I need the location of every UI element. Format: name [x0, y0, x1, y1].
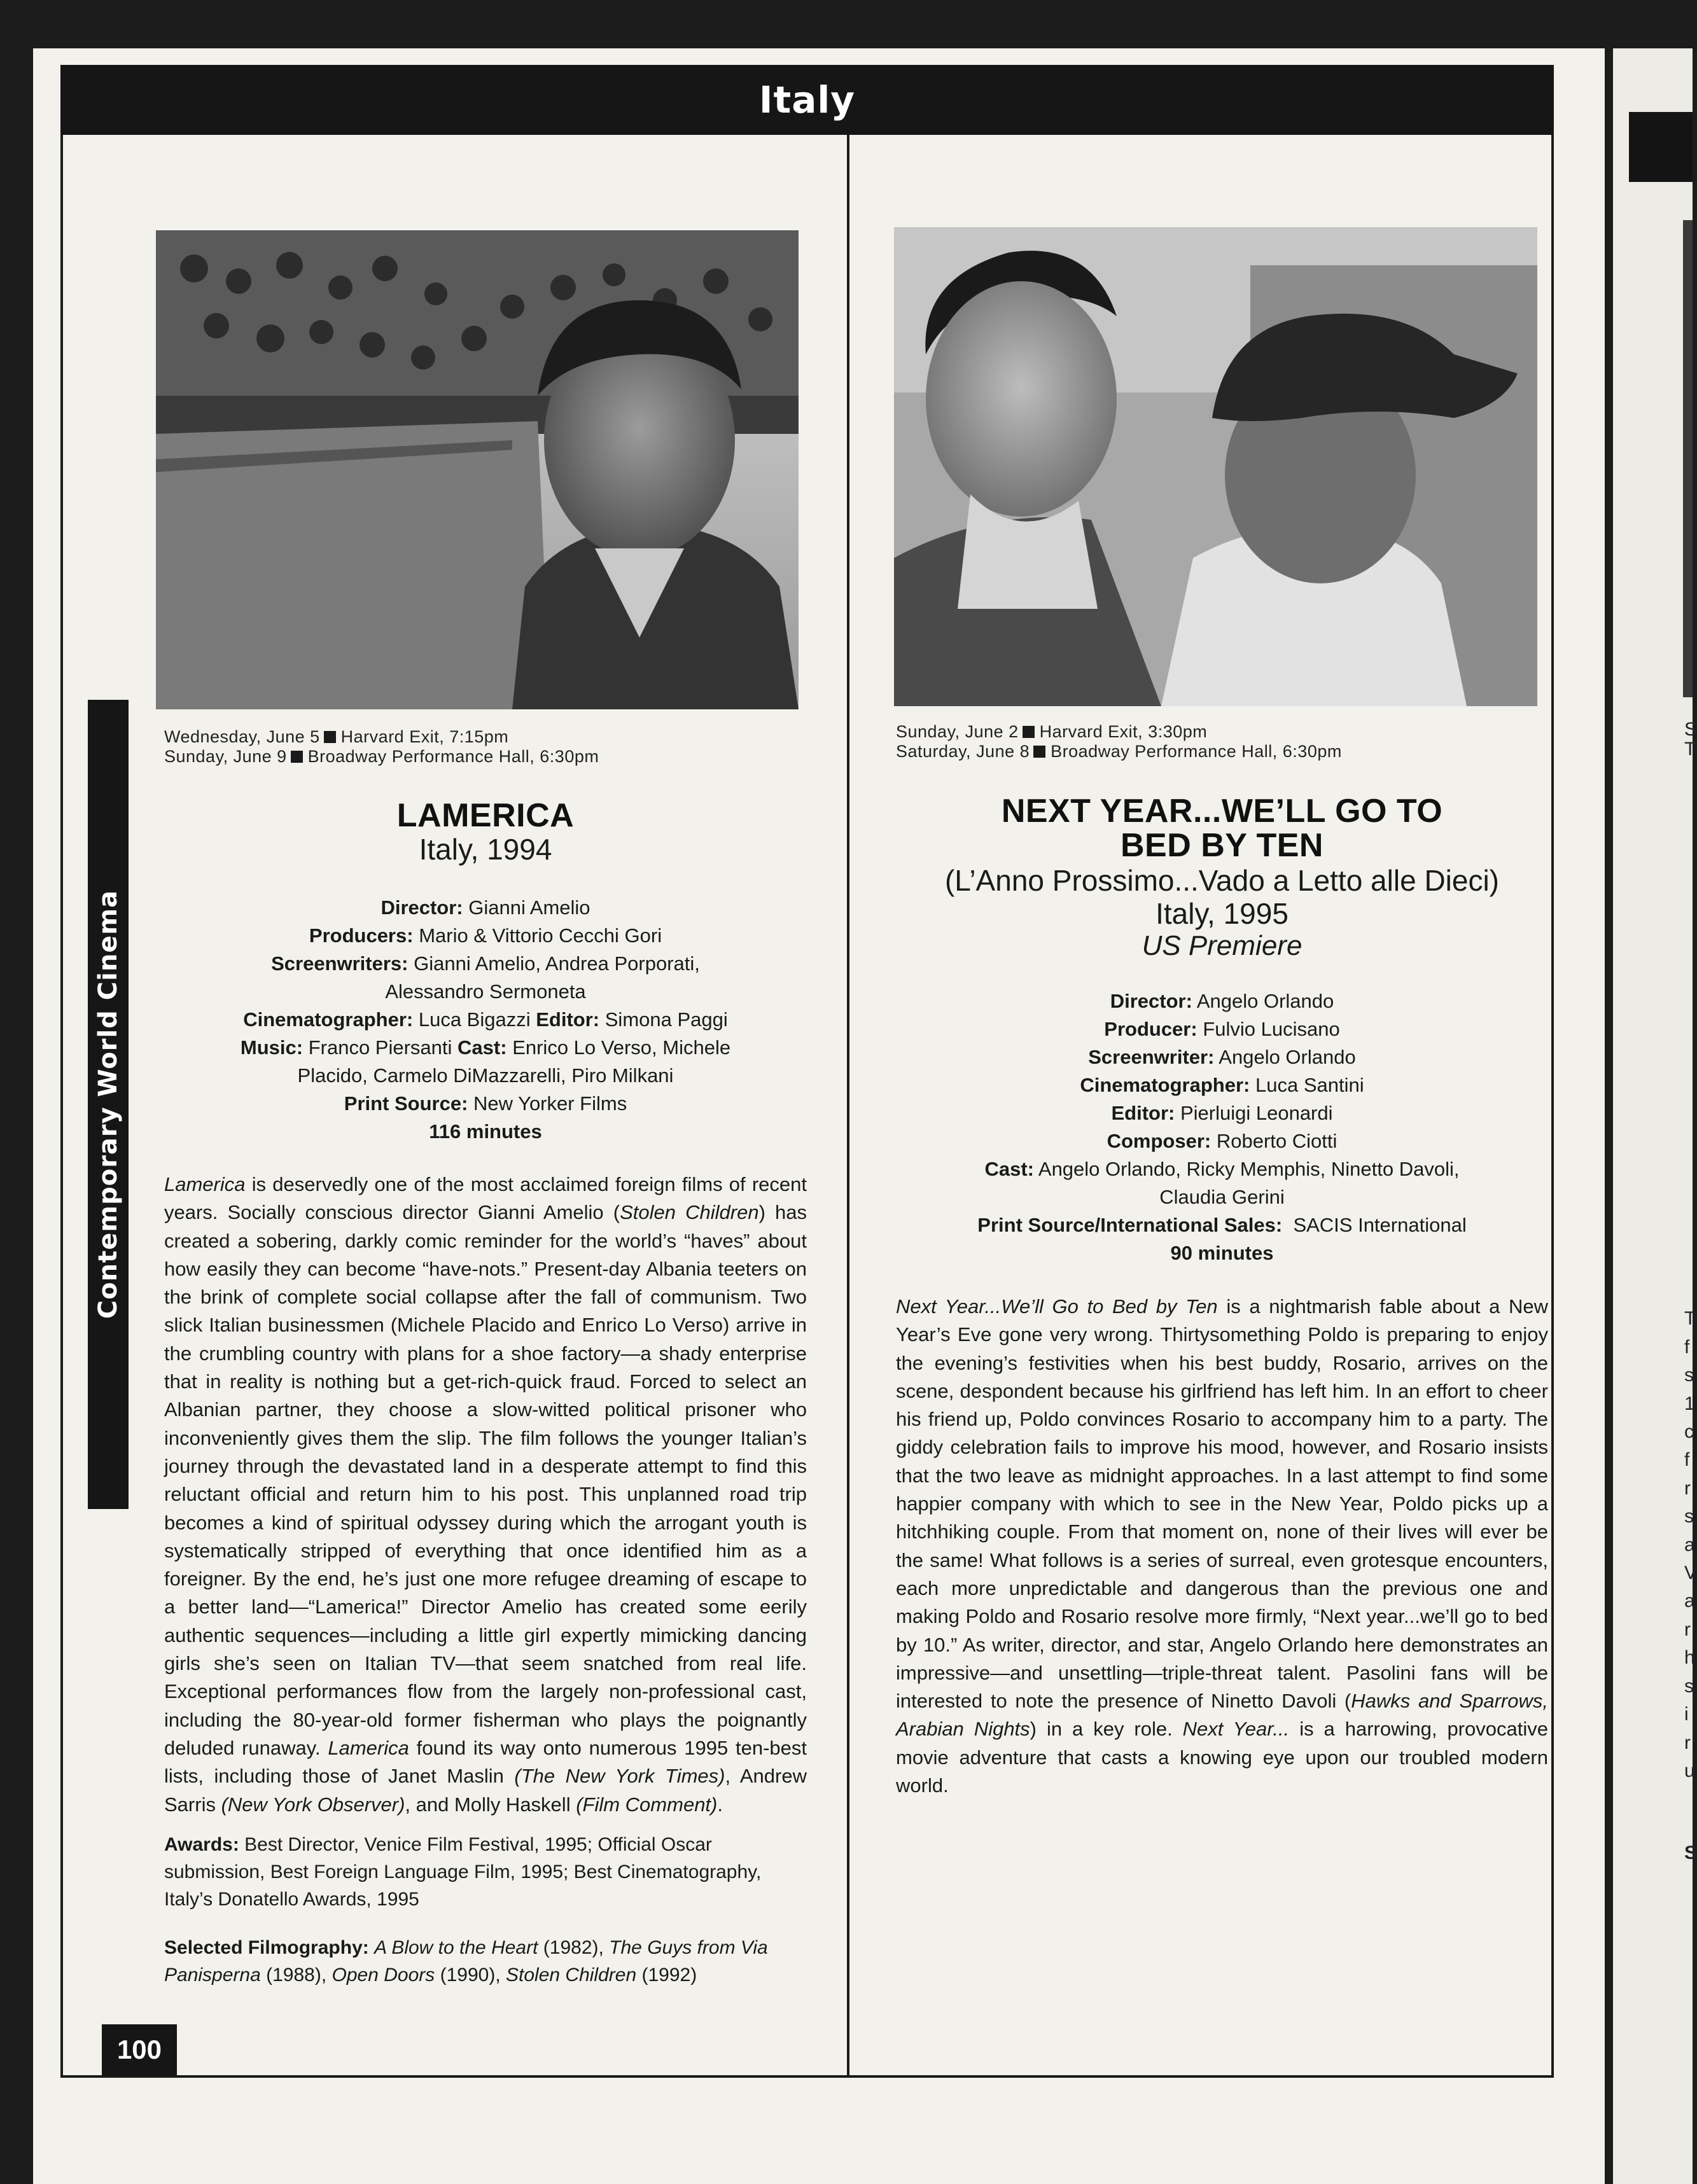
film-title-ref: Next Year...	[1182, 1718, 1290, 1741]
film-credits-right	[896, 987, 1548, 1267]
adjacent-fragment: a	[1684, 1590, 1695, 1611]
synopsis-text: ) in a key role.	[1030, 1718, 1183, 1741]
frame-rule-bottom	[60, 2075, 1554, 2078]
adjacent-fragment: s	[1684, 1506, 1694, 1527]
film-still-next-year	[894, 227, 1537, 706]
adjacent-fragment: f	[1684, 1449, 1690, 1470]
film-title-line: BED BY TEN	[1121, 827, 1323, 864]
side-tab-label: Contemporary World Cinema	[94, 889, 123, 1319]
synopsis-text: , Andrew Sarris	[164, 1765, 807, 1816]
credit-line	[896, 1099, 1548, 1127]
film-country-year: Italy, 1995	[1156, 897, 1288, 930]
adjacent-fragment: r	[1684, 1619, 1691, 1640]
credit-value: Mario & Vittorio Cecchi Gori	[419, 924, 662, 947]
screening-venue: Broadway Performance Hall, 6:30pm	[307, 747, 599, 766]
film-country-year: Italy, 1994	[419, 833, 552, 866]
synopsis-paragraph	[896, 1293, 1548, 1800]
adjacent-fragment: h	[1684, 1647, 1695, 1668]
frame-rule-right	[1551, 135, 1554, 2075]
adjacent-fragment: T	[1684, 1308, 1696, 1329]
film-title-ref: Stolen Children	[620, 1201, 759, 1224]
adjacent-fragment: u	[1684, 1760, 1695, 1781]
credit-line	[896, 1155, 1548, 1183]
credit-label: Cast:	[984, 1158, 1034, 1180]
screening-day: Saturday, June 8	[896, 742, 1030, 761]
credit-line	[164, 1006, 807, 1034]
awards-text	[164, 1831, 807, 1913]
frame-rule-left	[60, 135, 63, 2075]
credit-value: Luca Bigazzi	[418, 1008, 531, 1031]
square-bullet-icon	[324, 731, 336, 743]
adjacent-fragment: r	[1684, 1732, 1691, 1753]
publication-ref: (New York Observer)	[221, 1793, 405, 1816]
credit-line	[164, 950, 807, 978]
screening-row	[896, 722, 1548, 742]
section-header: Italy	[60, 65, 1554, 135]
credit-label: Music:	[240, 1036, 304, 1059]
credit-label: Cinematographer:	[1080, 1074, 1250, 1096]
awards-label: Awards:	[164, 1834, 239, 1855]
credit-value: Alessandro Sermoneta	[385, 980, 586, 1003]
synopsis-text: is a harrowing, provocative movie adventure that casts a knowing eye upon our troubled modern world.	[896, 1718, 1548, 1797]
credit-line	[896, 1183, 1548, 1211]
screening-day: Wednesday, June 5	[164, 727, 320, 746]
film-original-title: (L’Anno Prossimo...Vado a Letto alle Dieci)	[944, 864, 1500, 897]
film-heading-left	[164, 798, 807, 866]
credit-label: Cinematographer:	[243, 1008, 414, 1031]
credit-label: Director:	[1110, 990, 1192, 1012]
credit-line	[896, 1071, 1548, 1099]
film-title-ref: Lamerica	[328, 1736, 409, 1759]
credit-value: Placido, Carmelo DiMazzarelli, Piro Milkani	[297, 1064, 674, 1087]
film-title-ref: Next Year...We’ll Go to Bed by Ten	[896, 1295, 1218, 1318]
running-time: 116 minutes	[429, 1120, 542, 1143]
synopsis-text: , and Molly Haskell	[405, 1793, 576, 1816]
credit-label: Producers:	[309, 924, 414, 947]
credit-value: Claudia Gerini	[1159, 1186, 1285, 1208]
synopsis-text: is a nightmarish fable about a New Year’s Eve gone very wrong. Thirtysomething Poldo is preparing to enjoy the evening’s festivities when his best buddy, Rosario, arrives on the scene, despondent because his girlfriend has left him. In an effort to cheer his friend up, Poldo convinces Rosario to accompany him to a party. The giddy celebration fails to improve his mood, however, and Rosario insists that the two leave as midnight approaches. In a last attempt to find some happier company with which to see in the New Year, Poldo picks up a hitchhiking couple. From that moment on, none of their lives will ever be the same! What follows is a series of surreal, even grotesque encounters, each more unpredictable and dangerous than the previous one and making Poldo and Rosario resolve more firmly, “Next year...we’ll go to bed by 10.” As writer, director, and star, Angelo Orlando here demonstrates an impressive—and unsettling—triple-threat talent. Pasolini fans will be interested to note the presence of Ninetto Davoli (	[896, 1295, 1548, 1713]
credit-value: Angelo Orlando, Ricky Memphis, Ninetto Davoli,	[1038, 1158, 1460, 1180]
film-heading-right	[896, 794, 1548, 962]
square-bullet-icon	[1023, 726, 1035, 738]
running-time: 90 minutes	[1170, 1242, 1274, 1264]
credit-label: Print Source:	[344, 1092, 468, 1115]
screening-venue: Harvard Exit, 3:30pm	[1039, 722, 1208, 741]
film-year: (1992)	[636, 1965, 697, 1986]
film-title-ref: Lamerica	[164, 1173, 246, 1195]
screening-row	[164, 727, 807, 747]
credit-line	[896, 987, 1548, 1015]
synopsis-right	[896, 1293, 1548, 1800]
screening-row	[896, 742, 1548, 762]
film-year: (1982),	[538, 1937, 610, 1958]
credit-value: Angelo Orlando	[1196, 990, 1334, 1012]
adjacent-fragment: 1	[1684, 1393, 1695, 1414]
credit-value: SACIS International	[1293, 1214, 1467, 1236]
film-title: LAMERICA	[396, 797, 575, 834]
film-year: (1988),	[260, 1965, 332, 1986]
film-still-next-year-image	[894, 227, 1537, 706]
credit-line	[164, 978, 807, 1006]
credit-label: Producer:	[1104, 1018, 1198, 1040]
adjacent-fragment: s	[1684, 1676, 1694, 1697]
screening-day: Sunday, June 2	[896, 722, 1019, 741]
credit-label: Editor:	[1111, 1102, 1175, 1124]
credit-line	[164, 1090, 807, 1118]
screening-row	[164, 747, 807, 767]
credit-label: Screenwriters:	[271, 952, 409, 975]
adjacent-fragment: a	[1684, 1534, 1695, 1555]
credit-value: Franco Piersanti	[308, 1036, 452, 1059]
adjacent-fragment: s	[1684, 1365, 1694, 1386]
synopsis-left	[164, 1171, 807, 1819]
premiere-badge: US Premiere	[1142, 930, 1302, 961]
screening-times-right	[896, 722, 1548, 762]
adjacent-fragment: S	[1684, 719, 1697, 740]
credit-value: Fulvio Lucisano	[1203, 1018, 1340, 1040]
credit-value: Roberto Ciotti	[1216, 1130, 1337, 1152]
screening-venue: Broadway Performance Hall, 6:30pm	[1051, 742, 1342, 761]
credit-line	[164, 1062, 807, 1090]
film-title-ref: A Blow to the Heart	[374, 1937, 538, 1958]
credit-value: Gianni Amelio, Andrea Porporati,	[414, 952, 700, 975]
adjacent-fragment: V	[1684, 1562, 1697, 1583]
credit-label: Cast:	[457, 1036, 507, 1059]
adjacent-fragment: T	[1684, 739, 1696, 760]
publication-ref: (The New York Times)	[514, 1765, 725, 1788]
adjacent-fragment: c	[1684, 1421, 1694, 1442]
credit-label: Screenwriter:	[1088, 1046, 1215, 1068]
awards-value: Best Director, Venice Film Festival, 1995; Official Oscar submission, Best Foreign Language Film, 1995; Best Cinematography, Italy’s Donatello Awards, 1995	[164, 1834, 762, 1910]
credit-line	[164, 922, 807, 950]
credit-value: New Yorker Films	[473, 1092, 627, 1115]
synopsis-text: .	[717, 1793, 723, 1816]
publication-ref: (Film Comment)	[576, 1793, 718, 1816]
filmography-text	[164, 1934, 807, 1989]
credit-value: Simona Paggi	[604, 1008, 728, 1031]
column-divider	[847, 135, 849, 2075]
credit-label: Editor:	[536, 1008, 600, 1031]
film-title-line: NEXT YEAR...WE’LL GO TO	[1001, 793, 1443, 830]
credit-line	[896, 1211, 1548, 1239]
credit-label: Print Source/International Sales:	[977, 1214, 1283, 1236]
film-credits-left	[164, 894, 807, 1146]
film-year: (1990),	[435, 1965, 506, 1986]
film-title-ref: Stolen Children	[506, 1965, 637, 1986]
credit-label: Composer:	[1107, 1130, 1212, 1152]
screening-day: Sunday, June 9	[164, 747, 287, 766]
credit-line	[896, 1015, 1548, 1043]
adjacent-fragment: f	[1684, 1337, 1690, 1358]
adjacent-fragment: r	[1684, 1478, 1691, 1499]
adjacent-page-edge	[1613, 48, 1697, 2184]
credit-value: Luca Santini	[1255, 1074, 1364, 1096]
credit-line	[164, 894, 807, 922]
section-side-tab	[88, 700, 129, 1509]
film-title-ref: Hawks and Sparrows, Arabian Nights	[896, 1690, 1548, 1741]
adjacent-fragment: i	[1684, 1704, 1689, 1725]
film-still-lamerica-image	[156, 230, 799, 709]
credit-label: Director:	[381, 896, 463, 919]
page-number: 100	[102, 2024, 177, 2075]
adjacent-header-strip	[1629, 112, 1693, 182]
square-bullet-icon	[1033, 746, 1045, 758]
film-title-ref: The Guys from Via Panisperna	[164, 1937, 768, 1986]
synopsis-text: is deservedly one of the most acclaimed foreign films of recent years. Socially conscious director Gianni Amelio (	[164, 1173, 807, 1224]
synopsis-paragraph	[164, 1171, 807, 1819]
credit-line	[164, 1034, 807, 1062]
credit-line	[896, 1043, 1548, 1071]
adjacent-photo-strip	[1683, 220, 1693, 697]
film-still-lamerica	[156, 230, 799, 709]
credit-value: Enrico Lo Verso, Michele	[512, 1036, 731, 1059]
credit-line	[896, 1127, 1548, 1155]
square-bullet-icon	[291, 751, 303, 763]
film-title-ref: Open Doors	[332, 1965, 435, 1986]
credit-value: Pierluigi Leonardi	[1180, 1102, 1333, 1124]
synopsis-text: ) has created a sobering, darkly comic reminder for the world’s “haves” about how easily they can become “have-nots.” Present-day Albania teeters on the brink of complete social collapse after the fall of communism. Two slick Italian businessmen (Michele Placido and Enrico Lo Verso) arrive in the crumbling country with plans for a shoe factory—a shady enterprise that in reality is nothing but a get-rich-quick fraud. Forced to select an Albanian partner, they choose a slow-witted political prisoner who inconveniently gives them the slip. The film follows the younger Italian’s journey through the devastated land in a desperate attempt to find this reluctant official and return him to his post. This unplanned road trip becomes a kind of spiritual odyssey during which the arrogant youth is systematically stripped of everything that once identified him as a foreigner. By the end, he’s just one more refugee dreaming of escape to a better land—“Lamerica!” Director Amelio has created some eerily authentic sequences—including a little girl expertly mimicking dancing girls she’s seen on Italian TV—that seem snatched from real life. Exceptional performances flow from the largely non-professional cast, including the 80-year-old former fisherman who plays the poignantly deluded runaway.	[164, 1201, 807, 1759]
synopsis-text: found its way onto numerous 1995 ten-best lists, including those of Janet Maslin	[164, 1736, 807, 1788]
screening-times-left	[164, 727, 807, 767]
awards-block	[164, 1831, 807, 1913]
filmography-block	[164, 1934, 807, 1989]
credit-value: Gianni Amelio	[468, 896, 590, 919]
credit-value: Angelo Orlando	[1219, 1046, 1356, 1068]
screening-venue: Harvard Exit, 7:15pm	[340, 727, 509, 746]
filmography-label: Selected Filmography:	[164, 1937, 369, 1958]
adjacent-fragment: S	[1684, 1842, 1697, 1863]
